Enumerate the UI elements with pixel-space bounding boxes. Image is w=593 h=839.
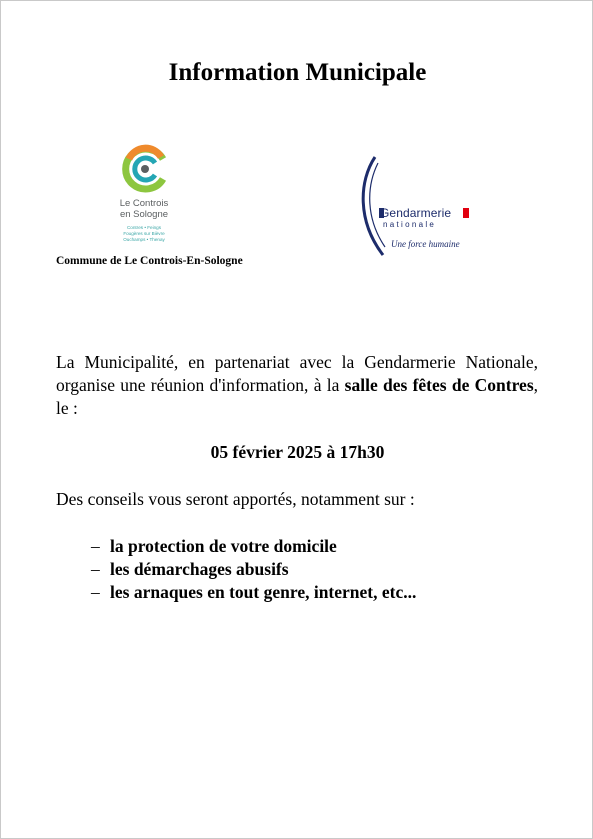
venue-name: salle des fêtes de Contres: [344, 375, 534, 395]
topic-text: la protection de votre domicile: [110, 536, 337, 556]
bullet-dash: –: [91, 559, 100, 579]
meeting-date: 05 février 2025 à 17h30: [210, 442, 385, 462]
intro-text-part2: , le :: [56, 375, 538, 418]
logo-sub-line3: Ouchamps • Thenay: [123, 237, 165, 242]
gendarmerie-title: Gendarmerie: [380, 206, 452, 220]
logo-sub-line2: Fougères sur Bièvre: [123, 231, 165, 236]
topic-text: les démarchages abusifs: [110, 559, 289, 579]
gendarmerie-subtitle: nationale: [383, 220, 437, 229]
list-item: [91, 535, 416, 558]
list-item: [91, 581, 416, 604]
advice-text: Des conseils vous seront apportés, notamment sur :: [56, 489, 415, 509]
controis-emblem-icon: [117, 143, 171, 195]
topic-text: les arnaques en tout genre, internet, etc...: [110, 582, 417, 602]
intro-paragraph: [56, 351, 538, 420]
gendarmerie-tagline: Une force humaine: [391, 239, 460, 249]
page-title: Information Municipale: [168, 59, 427, 86]
logo-name-line2: en Sologne: [119, 209, 169, 220]
gendarmerie-logo: [347, 153, 481, 259]
list-item: [91, 558, 416, 581]
bullet-dash: –: [91, 536, 100, 556]
bullet-dash: –: [91, 582, 100, 602]
controis-logo: [109, 143, 179, 248]
logo-name-line1: Le Controis: [119, 198, 169, 209]
commune-label: Commune de Le Controis-En-Sologne: [56, 255, 243, 267]
logo-sub-line1: Contres • Feings: [126, 225, 162, 230]
topics-list: [91, 535, 416, 604]
intro-text-part1: La Municipalité, en partenariat avec la Gendarmerie Nationale, organise une réunion d'information, à la: [56, 352, 538, 395]
